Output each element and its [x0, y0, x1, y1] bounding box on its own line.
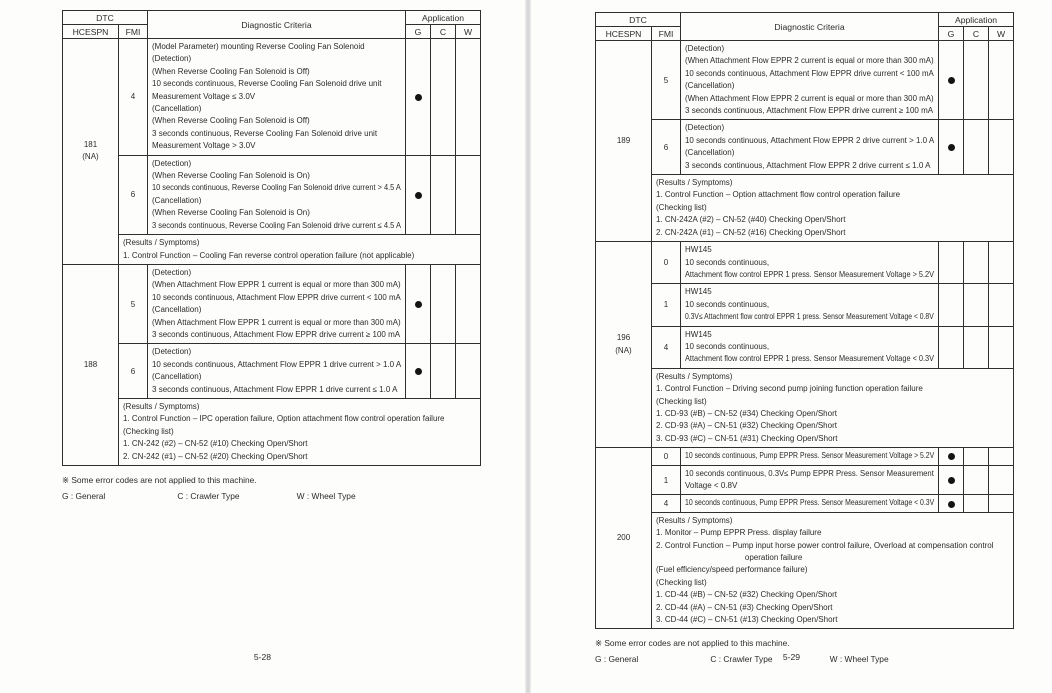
application-cell-w	[456, 264, 481, 343]
fmi-cell: 6	[119, 155, 148, 234]
table-row	[596, 368, 1014, 447]
text-line: 189	[616, 135, 631, 145]
application-cell-c	[431, 155, 456, 234]
criteria-cell	[681, 495, 939, 512]
text-line: (Cancellation)	[685, 81, 735, 91]
application-cell-g	[406, 344, 431, 399]
page-left	[0, 0, 525, 693]
text-line: 1. Control Function – Option attachment flow control operation failure	[656, 190, 901, 200]
application-cell-g	[939, 284, 964, 326]
application-cell-c	[964, 284, 989, 326]
application-col-header-c: C	[431, 25, 456, 39]
application-cell-w	[989, 284, 1014, 326]
text-line: 10 seconds continuous, Pump EPPR Press. Sensor Measurement Voltage > 5.2V	[685, 451, 935, 461]
criteria-cell	[681, 326, 939, 368]
text-line: (Detection)	[152, 267, 192, 277]
table-row	[596, 175, 1014, 242]
criteria-cell	[148, 344, 406, 399]
application-cell-g	[406, 264, 431, 343]
text-line: 10 seconds continuous, Attachment Flow EPPR drive current < 100 mA	[685, 68, 934, 78]
fmi-header: FMI	[119, 25, 148, 39]
application-cell-w	[456, 344, 481, 399]
table-row	[596, 41, 1014, 120]
legend-wheel-type: W : Wheel Type	[829, 654, 889, 665]
criteria-cell	[148, 39, 406, 156]
text-line: 1. CD-44 (#B) – CN-52 (#32) Checking Open/Short	[656, 590, 837, 600]
hcespn-header: HCESPN	[63, 25, 119, 39]
fmi-cell: 4	[652, 495, 681, 512]
text-line: (When Reverse Cooling Fan Solenoid is On)	[152, 208, 310, 218]
criteria-cell	[681, 465, 939, 495]
diagnostic-criteria-header: Diagnostic Criteria	[148, 11, 406, 39]
application-cell-w	[989, 41, 1014, 120]
header-row	[596, 13, 1014, 27]
application-cell-c	[964, 41, 989, 120]
legend-general: G : General	[62, 491, 106, 501]
legend-crawler-type: C : Crawler Type	[177, 491, 240, 501]
text-line: 2. CN-242 (#1) – CN-52 (#20) Checking Open/Short	[123, 451, 308, 461]
criteria-cell	[681, 448, 939, 465]
text-line: (Cancellation)	[152, 195, 202, 205]
text-line: 3 seconds continuous, Reverse Cooling Fan Solenoid drive current ≤ 4.5 A	[152, 220, 402, 230]
text-line: 0.3V≤ Attachment flow control EPPR 1 press. Sensor Measurement Voltage < 0.8V	[685, 312, 934, 322]
text-line: HW145	[685, 245, 712, 255]
application-col-header-w: W	[456, 25, 481, 39]
text-line: (Cancellation)	[152, 305, 202, 315]
text-line: (NA)	[615, 345, 632, 355]
application-cell-g	[939, 465, 964, 495]
text-line: 1. Monitor – Pump EPPR Press. display failure	[656, 528, 822, 538]
fmi-cell: 6	[119, 344, 148, 399]
application-cell-c	[964, 465, 989, 495]
table-row	[596, 242, 1014, 284]
text-line: 10 seconds continuous, Reverse Cooling Fan Solenoid drive current > 4.5 A	[152, 183, 401, 193]
text-line: Attachment flow control EPPR 1 press. Sensor Measurement Voltage > 5.2V	[685, 269, 935, 279]
diagnostic-criteria-header: Diagnostic Criteria	[681, 13, 939, 41]
text-line: (When Attachment Flow EPPR 1 current is equal or more than 300 mA)	[152, 317, 401, 327]
application-cell-c	[431, 344, 456, 399]
dtc-table-container-right	[595, 12, 1052, 629]
text-line: (Cancellation)	[685, 148, 735, 158]
dtc-header: DTC	[63, 11, 148, 25]
text-line: 3 seconds continuous, Attachment Flow EPPR drive current ≥ 100 mA	[685, 106, 934, 116]
fmi-cell: 1	[652, 465, 681, 495]
dtc-header: DTC	[596, 13, 681, 27]
legend-crawler-type: C : Crawler Type	[710, 654, 773, 665]
dtc-table	[595, 12, 1014, 629]
text-line: (NA)	[82, 152, 99, 162]
text-line: 1. Control Function – IPC operation failure, Option attachment flow control operation failure	[123, 414, 445, 424]
application-cell-c	[964, 495, 989, 512]
application-dot	[948, 144, 955, 151]
text-line: (When Reverse Cooling Fan Solenoid is On)	[152, 171, 310, 181]
fmi-header: FMI	[652, 27, 681, 41]
table-row	[63, 344, 481, 399]
text-line: 3 seconds continuous, Attachment Flow EPPR 1 drive current ≤ 1.0 A	[152, 384, 398, 394]
dtc-table	[62, 10, 481, 466]
page-number: 5-28	[253, 652, 272, 662]
table-row	[596, 120, 1014, 175]
table-row	[63, 264, 481, 343]
criteria-cell	[148, 264, 406, 343]
text-line: operation failure	[656, 553, 803, 563]
text-line: 3 seconds continuous, Attachment Flow EPPR drive current ≥ 100 mA	[152, 329, 401, 339]
text-line: (Results / Symptoms)	[656, 371, 733, 381]
text-line: (Detection)	[152, 347, 192, 357]
application-dot	[415, 301, 422, 308]
text-line: 10 seconds continuous, 0.3V≤ Pump EPPR Press. Sensor Measurement	[685, 468, 934, 478]
footnote: ※ Some error codes are not applied to this machine.	[595, 638, 790, 649]
text-line: (When Attachment Flow EPPR 1 current is equal or more than 300 mA)	[152, 280, 401, 290]
text-line: 200	[616, 533, 631, 543]
table-row	[63, 39, 481, 156]
hcespn-cell	[596, 242, 652, 448]
text-line: 2. CN-242A (#1) – CN-52 (#16) Checking Open/Short	[656, 227, 846, 237]
text-line: 3. CD-44 (#C) – CN-51 (#13) Checking Open/Short	[656, 615, 838, 625]
application-cell-w	[989, 326, 1014, 368]
text-line: (Detection)	[685, 44, 725, 53]
results-cell	[652, 368, 1014, 447]
page-right	[531, 0, 1052, 693]
text-line: (Results / Symptoms)	[656, 178, 733, 188]
text-line: 10 seconds continuous, Pump EPPR Press. Sensor Measurement Voltage < 0.3V	[685, 498, 935, 508]
text-line: HW145	[685, 287, 712, 297]
text-line: 181	[83, 140, 98, 150]
header-row	[63, 11, 481, 25]
application-col-header-w: W	[989, 27, 1014, 41]
text-line: 10 seconds continuous,	[685, 299, 770, 309]
application-cell-c	[964, 120, 989, 175]
application-cell-g	[939, 120, 964, 175]
fmi-cell: 1	[652, 284, 681, 326]
hcespn-cell	[63, 264, 119, 465]
fmi-cell: 0	[652, 448, 681, 465]
text-line: 2. CD-93 (#A) – CN-51 (#32) Checking Open/Short	[656, 421, 837, 431]
text-line: 3. CD-93 (#C) – CN-51 (#31) Checking Open/Short	[656, 433, 838, 443]
results-cell	[119, 235, 481, 265]
criteria-cell	[681, 284, 939, 326]
table-row	[596, 448, 1014, 465]
text-line: 2. Control Function – Pump input horse power control failure, Overload at compensation control	[656, 540, 994, 550]
application-dot	[948, 77, 955, 84]
application-cell-c	[431, 264, 456, 343]
application-cell-g	[939, 495, 964, 512]
text-line: Attachment flow control EPPR 1 press. Sensor Measurement Voltage < 0.3V	[685, 354, 935, 364]
application-cell-c	[431, 39, 456, 156]
text-line: 10 seconds continuous, Attachment Flow EPPR drive current < 100 mA	[152, 292, 401, 302]
table-row	[596, 465, 1014, 495]
text-line: 3 seconds continuous, Reverse Cooling Fan Solenoid drive unit	[152, 128, 378, 138]
legend-general: G : General	[595, 654, 639, 665]
text-line: (When Reverse Cooling Fan Solenoid is Off)	[152, 116, 310, 126]
table-row	[63, 155, 481, 234]
application-cell-w	[989, 242, 1014, 284]
application-legend	[62, 491, 525, 501]
hcespn-header: HCESPN	[596, 27, 652, 41]
text-line: (When Attachment Flow EPPR 2 current is equal or more than 300 mA)	[685, 56, 934, 66]
text-line: (Checking list)	[656, 396, 707, 406]
text-line: 196	[616, 333, 631, 343]
table-row	[63, 235, 481, 265]
fmi-cell: 5	[119, 264, 148, 343]
application-cell-g	[939, 242, 964, 284]
application-header: Application	[939, 13, 1014, 27]
results-cell	[119, 398, 481, 465]
application-cell-g	[939, 448, 964, 465]
text-line: (Checking list)	[656, 577, 707, 587]
table-body	[596, 41, 1014, 629]
hcespn-cell	[596, 41, 652, 242]
text-line: 1. CN-242 (#2) – CN-52 (#10) Checking Open/Short	[123, 439, 308, 449]
criteria-cell	[681, 41, 939, 120]
application-dot	[948, 477, 955, 484]
text-line: (Cancellation)	[152, 104, 202, 114]
legend-wheel-type: W : Wheel Type	[296, 491, 356, 501]
text-line: 3 seconds continuous, Attachment Flow EPPR 2 drive current ≤ 1.0 A	[685, 160, 931, 170]
text-line: 10 seconds continuous, Attachment Flow EPPR 2 drive current > 1.0 A	[685, 135, 935, 145]
criteria-cell	[148, 155, 406, 234]
text-line: 1. CN-242A (#2) – CN-52 (#40) Checking Open/Short	[656, 215, 846, 225]
application-header: Application	[406, 11, 481, 25]
text-line: 10 seconds continuous, Reverse Cooling Fan Solenoid drive unit	[152, 79, 382, 89]
table-body	[63, 39, 481, 466]
text-line: (Detection)	[152, 54, 192, 64]
text-line: (Results / Symptoms)	[123, 238, 200, 248]
text-line: (Detection)	[152, 158, 192, 168]
application-cell-g	[406, 155, 431, 234]
application-cell-w	[989, 120, 1014, 175]
application-dot	[415, 94, 422, 101]
text-line: (When Attachment Flow EPPR 2 current is equal or more than 300 mA)	[685, 93, 934, 103]
text-line: 10 seconds continuous, Attachment Flow EPPR 1 drive current > 1.0 A	[152, 359, 402, 369]
text-line: (Checking list)	[656, 202, 707, 212]
application-cell-w	[456, 155, 481, 234]
results-cell	[652, 512, 1014, 629]
table-row	[596, 284, 1014, 326]
application-cell-c	[964, 448, 989, 465]
application-col-header-g: G	[939, 27, 964, 41]
text-line: (Detection)	[685, 123, 725, 133]
text-line: 10 seconds continuous,	[685, 257, 770, 267]
text-line: (Results / Symptoms)	[656, 515, 733, 525]
table-row	[63, 398, 481, 465]
application-cell-w	[989, 495, 1014, 512]
text-line: 1. Control Function – Cooling Fan reverse control operation failure (not applicable)	[123, 250, 415, 260]
table-header	[596, 13, 1014, 41]
text-line: (Checking list)	[123, 426, 174, 436]
text-line: HW145	[685, 329, 712, 339]
fmi-cell: 5	[652, 41, 681, 120]
application-cell-g	[406, 39, 431, 156]
text-line: (Cancellation)	[152, 372, 202, 382]
text-line: (Results / Symptoms)	[123, 401, 200, 411]
results-cell	[652, 175, 1014, 242]
text-line: 1. CD-93 (#B) – CN-52 (#34) Checking Open/Short	[656, 408, 837, 418]
hcespn-cell	[596, 448, 652, 629]
application-col-header-c: C	[964, 27, 989, 41]
table-row	[596, 495, 1014, 512]
text-line: (Fuel efficiency/speed performance failure)	[656, 565, 808, 575]
text-line: Measurement Voltage > 3.0V	[152, 141, 256, 151]
application-col-header-g: G	[406, 25, 431, 39]
application-cell-w	[989, 448, 1014, 465]
text-line: 2. CD-44 (#A) – CN-51 (#3) Checking Open/Short	[656, 602, 833, 612]
application-dot	[948, 453, 955, 460]
fmi-cell: 4	[652, 326, 681, 368]
hcespn-cell	[63, 39, 119, 265]
application-dot	[415, 192, 422, 199]
criteria-cell	[681, 242, 939, 284]
dtc-table-container-left	[62, 10, 525, 466]
text-line: (When Reverse Cooling Fan Solenoid is Off)	[152, 66, 310, 76]
text-line: (Model Parameter) mounting Reverse Cooling Fan Solenoid	[152, 42, 365, 51]
text-line: Measurement Voltage ≤ 3.0V	[152, 91, 256, 101]
table-header	[63, 11, 481, 39]
text-line: 10 seconds continuous,	[685, 341, 770, 351]
application-cell-c	[964, 326, 989, 368]
table-row	[596, 512, 1014, 629]
page-number: 5-29	[782, 652, 801, 662]
application-dot	[415, 368, 422, 375]
application-cell-c	[964, 242, 989, 284]
text-line: 188	[83, 359, 98, 369]
criteria-cell	[681, 120, 939, 175]
table-row	[596, 326, 1014, 368]
application-cell-w	[456, 39, 481, 156]
application-cell-g	[939, 326, 964, 368]
fmi-cell: 4	[119, 39, 148, 156]
fmi-cell: 6	[652, 120, 681, 175]
footnote: ※ Some error codes are not applied to this machine.	[62, 475, 257, 485]
application-cell-g	[939, 41, 964, 120]
text-line: Voltage < 0.8V	[685, 481, 738, 490]
application-cell-w	[989, 465, 1014, 495]
fmi-cell: 0	[652, 242, 681, 284]
text-line: 1. Control Function – Driving second pump joining function operation failure	[656, 384, 923, 394]
application-dot	[948, 501, 955, 508]
